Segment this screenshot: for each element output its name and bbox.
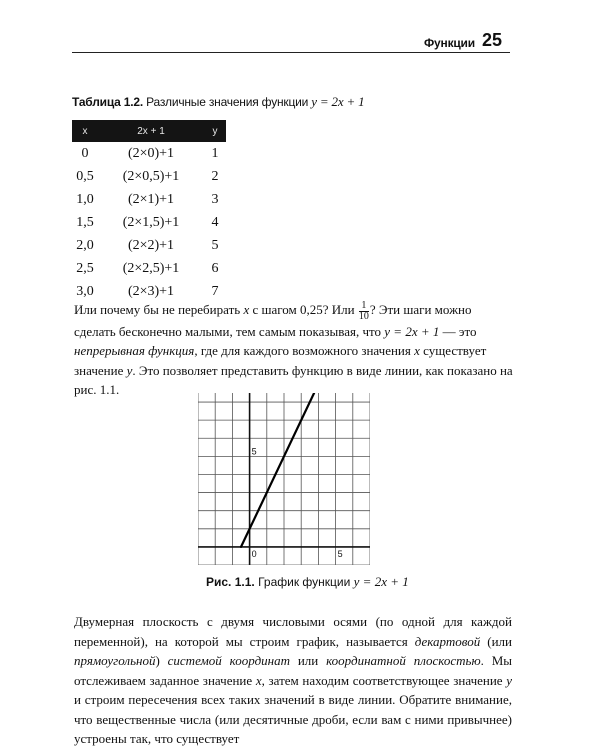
emphasis-term: системой координат <box>167 653 290 668</box>
table-row <box>72 211 226 234</box>
figure-caption-label: Рис. 1.1. <box>206 575 255 589</box>
emphasis-term: декартовой <box>414 633 481 649</box>
text-run: . Это позволяет представить функцию в виде линии, как показано на рис. 1.1. <box>74 362 513 398</box>
fraction-denominator: 10 <box>358 310 369 322</box>
column-header-x: x <box>72 120 98 142</box>
cell-x: 3,0 <box>76 283 94 299</box>
emphasis-term: прямоугольной <box>74 653 156 668</box>
text-run: ) <box>155 653 168 668</box>
table-caption-text: Различные значения функции <box>146 95 312 109</box>
var-y: y <box>506 672 512 688</box>
cell-x: 1,0 <box>76 191 94 207</box>
cell-y: 3 <box>211 191 219 207</box>
paragraph-cartesian <box>74 612 512 749</box>
inline-formula: y = 2x + 1 <box>384 323 440 339</box>
x-tick-label: 5 <box>337 548 343 559</box>
text-run: Или почему бы не перебирать <box>74 302 244 317</box>
figure-caption <box>206 574 409 590</box>
table-caption-formula: y = 2x + 1 <box>311 94 365 109</box>
emphasis-term: координатной плоскостью <box>326 653 481 668</box>
cell-y: 7 <box>211 283 219 299</box>
cell-y: 5 <box>211 237 219 253</box>
table-row <box>72 257 226 280</box>
cell-x: 1,5 <box>76 214 94 230</box>
values-table <box>72 120 226 303</box>
x-tick-label: 0 <box>251 548 257 559</box>
text-run: существует значение <box>74 343 487 378</box>
text-run: или <box>289 653 327 668</box>
table-caption-label: Таблица 1.2. <box>72 95 143 109</box>
text-run: с шагом 0,25? Или <box>249 302 358 317</box>
cell-x: 0,5 <box>76 168 94 184</box>
column-header-y: y <box>204 120 226 142</box>
cell-expression: (2×1,5)+1 <box>122 214 180 230</box>
text-run: Двумерная плоскость с двумя числовыми осями (по одной для каждой переменной), на которой мы строим график, называется <box>74 614 512 649</box>
fraction-one-tenth <box>359 301 369 322</box>
var-x: x <box>255 672 262 688</box>
function-graph <box>198 393 370 565</box>
cell-y: 1 <box>211 145 219 161</box>
text-run: , затем находим соответствующее значение <box>261 672 507 688</box>
cell-x: 2,5 <box>76 260 94 276</box>
var-x: x <box>414 343 420 359</box>
figure-caption-formula: y = 2x + 1 <box>353 574 409 589</box>
table-caption <box>72 94 364 110</box>
cell-expression: (2×0,5)+1 <box>122 168 180 184</box>
column-header-expression: 2x + 1 <box>98 120 204 142</box>
y-tick-label: 5 <box>251 446 257 457</box>
text-run: . Мы отслеживаем заданное значение <box>74 653 513 688</box>
text-run: и строим пересечения всех таких значений в виде линии. Обратите внимание, что вещественные числа (или десятичные дроби, если вам с ними привычнее) устроены так, что существует <box>74 692 512 746</box>
text-run: ? Эти шаги можно сделать бесконечно малыми, тем самым показывая, что <box>74 302 472 339</box>
cell-expression: (2×1)+1 <box>127 191 175 207</box>
function-line <box>241 393 314 547</box>
fraction-numerator: 1 <box>359 301 369 312</box>
text-run: , где для каждого возможного значения <box>194 343 415 359</box>
cell-x: 0 <box>81 145 89 161</box>
grid-lines <box>198 393 370 565</box>
cell-expression: (2×2,5)+1 <box>122 260 180 276</box>
cell-expression: (2×0)+1 <box>127 145 175 161</box>
cell-expression: (2×2)+1 <box>127 237 175 253</box>
table-row <box>72 165 226 188</box>
table-row <box>72 188 226 211</box>
text-run: — это <box>439 323 477 339</box>
header-rule <box>72 52 510 53</box>
cell-y: 2 <box>211 168 219 184</box>
paragraph-continuity <box>74 300 514 400</box>
table-row <box>72 142 226 165</box>
text-run: (или <box>480 633 513 649</box>
cell-expression: (2×3)+1 <box>127 283 175 299</box>
var-y: y <box>126 362 133 378</box>
cell-y: 4 <box>211 214 219 230</box>
figure-caption-text: График функции <box>258 575 354 589</box>
table-header-row <box>72 120 226 142</box>
table-row <box>72 234 226 257</box>
running-header-title: Функции <box>424 36 475 50</box>
var-x: x <box>243 302 250 317</box>
emphasis-term: непрерывная функция <box>74 343 195 359</box>
page-number: 25 <box>482 30 503 50</box>
cell-x: 2,0 <box>76 237 94 253</box>
cell-y: 6 <box>211 260 219 276</box>
